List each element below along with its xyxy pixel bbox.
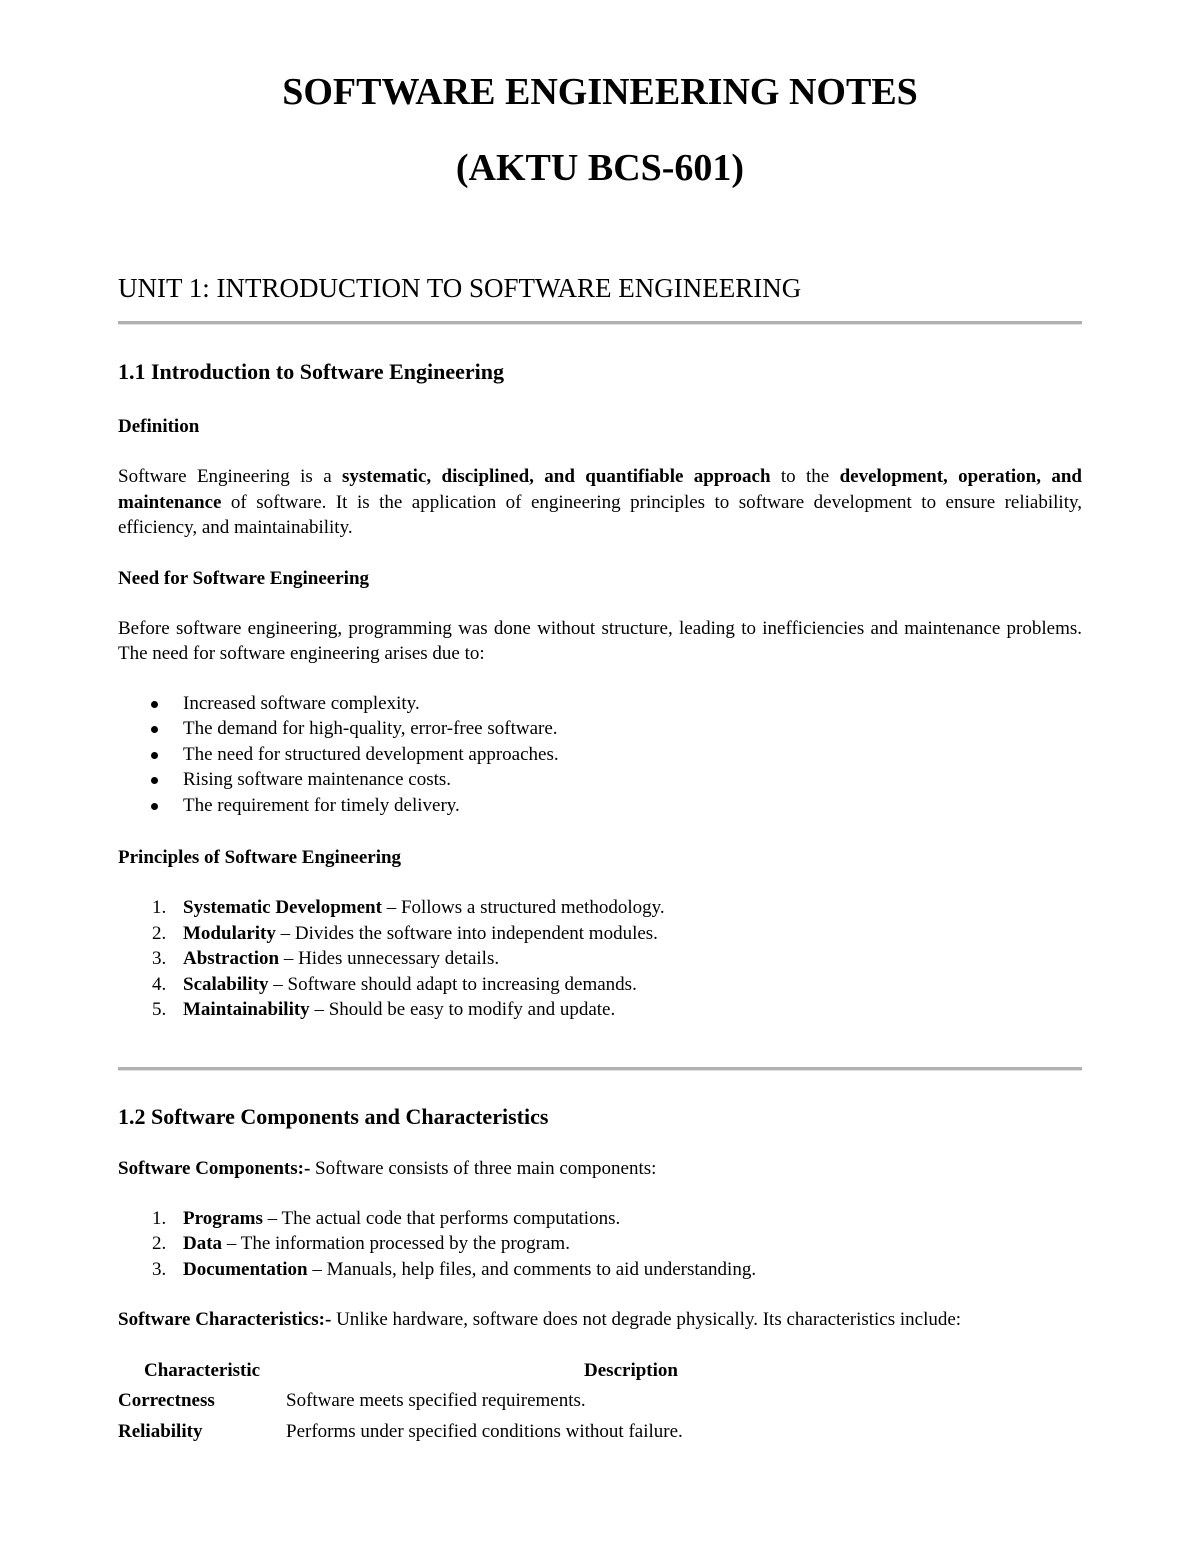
list-item [118,742,1082,768]
bullet-icon [151,701,158,708]
list-item-text: Increased software complexity. [183,692,420,714]
horizontal-rule [118,1067,1082,1071]
components-label: Software Components:- [118,1158,311,1179]
bullet-icon [151,777,158,784]
list-item [118,767,1082,793]
list-number: 4. [152,973,167,995]
definition-emphasis: systematic, disciplined, and quantifiable approach [341,466,771,487]
principle-desc: – Should be easy to modify and update. [309,999,616,1020]
list-number: 2. [152,922,167,944]
principle-desc: – Hides unnecessary details. [279,948,500,969]
need-intro: Before software engineering, programming was done without structure, leading to inefficiencies and maintenance problems. The need for software engineering arises due to: [118,617,1082,664]
bullet-icon [151,752,158,759]
components-paragraph [118,1156,1082,1182]
list-item [118,1206,1082,1232]
component-term: Data [183,1233,223,1254]
column-header: Characteristic [143,1359,261,1381]
table-row [118,1390,976,1421]
principle-term: Scalability [183,973,269,995]
principles-list [118,895,1082,1023]
list-number: 1. [152,897,167,918]
component-term: Documentation [183,1258,308,1280]
principle-desc: – Follows a structured methodology. [381,897,665,918]
list-item [118,1231,1082,1257]
component-desc: – Manuals, help files, and comments to aid understanding. [307,1258,757,1280]
list-number: 5. [152,999,167,1020]
list-item [118,895,1082,921]
component-desc: – The information processed by the program. [222,1233,570,1254]
components-list [118,1206,1082,1283]
principle-term: Modularity [183,922,276,944]
principle-term: Abstraction [183,948,280,969]
definition-text: of software. It is the application of engineering principles to software development to ensure reliability, efficiency, and maintainability. [118,491,1082,538]
table-cell: Correctness [118,1389,215,1411]
components-text: Software consists of three main components: [310,1158,657,1179]
list-number: 2. [152,1233,167,1254]
table-header-row [118,1360,976,1390]
bullet-icon [151,803,158,810]
need-heading: Need for Software Engineering [118,567,370,589]
characteristics-table [118,1360,976,1452]
section-heading: 1.2 Software Components and Characteristics [118,1104,549,1129]
list-item-text: The demand for high-quality, error-free software. [183,718,558,739]
list-number: 3. [152,948,167,969]
need-list [118,691,1082,819]
document-title: SOFTWARE ENGINEERING NOTES [282,71,918,113]
list-item [118,946,1082,972]
table-cell: Software meets specified requirements. [286,1389,586,1411]
section-1-1 [118,357,1082,1023]
horizontal-rule [118,321,1082,325]
list-item-text: The need for structured development approaches. [183,743,559,765]
table-cell: Performs under specified conditions without failure. [286,1420,683,1442]
list-item-text: The requirement for timely delivery. [183,794,460,816]
characteristics-text: Unlike hardware, software does not degrade physically. Its characteristics include: [331,1309,962,1330]
list-item [118,716,1082,742]
component-desc: – The actual code that performs computations. [262,1207,621,1229]
section-1-2 [118,1102,1082,1452]
definition-emphasis: development, operation, and maintenance [118,466,1082,513]
principle-desc: – Divides the software into independent modules. [275,922,658,944]
bullet-icon [151,726,158,733]
table-cell: Reliability [118,1420,203,1442]
principles-heading: Principles of Software Engineering [118,847,402,868]
list-item [118,793,1082,819]
list-number: 1. [152,1207,167,1229]
section-heading: 1.1 Introduction to Software Engineering [118,359,505,384]
unit-heading: UNIT 1: INTRODUCTION TO SOFTWARE ENGINEERING [118,273,802,303]
list-item [118,921,1082,947]
list-item [118,1257,1082,1283]
principle-term: Maintainability [183,999,310,1020]
characteristics-label: Software Characteristics:- [118,1309,332,1330]
document-subtitle: (AKTU BCS-601) [455,147,745,189]
principle-desc: – Software should adapt to increasing demands. [268,973,637,995]
column-header: Description [584,1359,678,1381]
component-term: Programs [183,1207,263,1229]
characteristics-paragraph [118,1307,1082,1333]
list-item [118,972,1082,998]
list-number: 3. [152,1258,167,1280]
definition-text: to the [770,466,840,487]
definition-paragraph [118,464,1082,541]
list-item-text: Rising software maintenance costs. [183,769,452,790]
principle-term: Systematic Development [183,897,382,918]
definition-text: Software Engineering is a [118,466,342,487]
definition-heading: Definition [118,416,200,437]
table-row [118,1421,976,1452]
list-item [118,691,1082,717]
list-item [118,997,1082,1023]
